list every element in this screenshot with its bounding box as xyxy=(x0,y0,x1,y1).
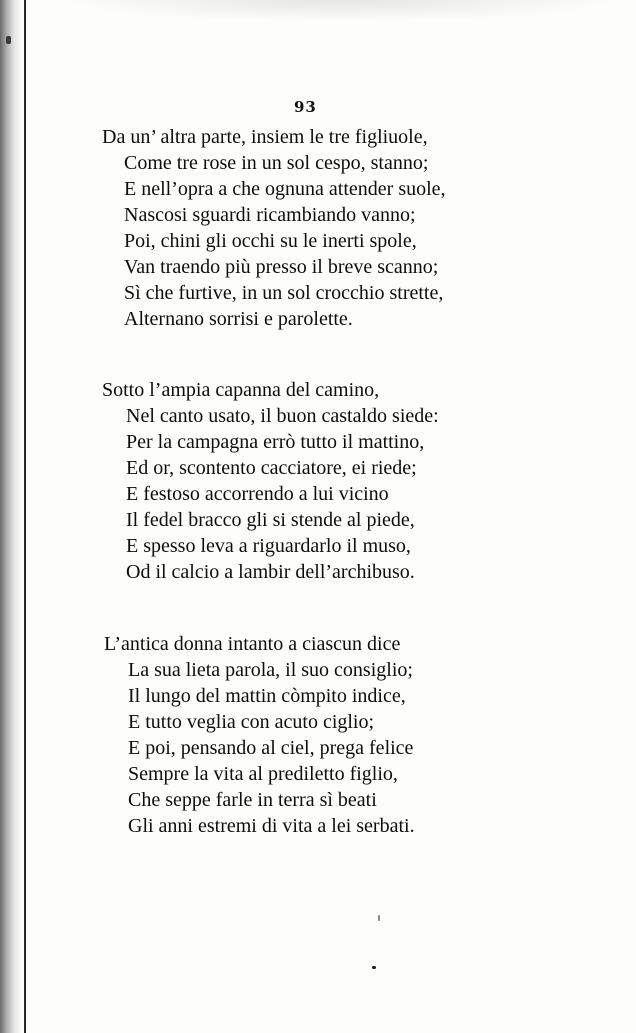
stanza-2-line-8: Od il calcio a lambir dell’archibuso. xyxy=(126,561,415,583)
stanza-1-line-4: Nascosi sguardi ricambiando vanno; xyxy=(124,204,416,226)
stanza-3-line-5: E poi, pensando al ciel, prega felice xyxy=(128,737,414,759)
top-smudge xyxy=(60,0,620,22)
stanza-2-line-3: Per la campagna errò tutto il mattino, xyxy=(126,431,425,453)
stanza-3-line-7: Che seppe farle in terra sì beati xyxy=(128,789,377,811)
stanza-1-line-7: Sì che furtive, in un sol crocchio strette, xyxy=(124,282,444,304)
stanza-2-line-7: E spesso leva a riguardarlo il muso, xyxy=(126,535,411,557)
stanza-2-line-6: Il fedel bracco gli si stende al piede, xyxy=(126,509,415,531)
stanza-1-line-3: E nell’opra a che ognuna attender suole, xyxy=(124,178,446,200)
binding-edge xyxy=(0,0,22,1033)
stanza-3-line-4: E tutto veglia con acuto ciglio; xyxy=(128,711,375,733)
stanza-1-line-5: Poi, chini gli occhi su le inerti spole, xyxy=(124,230,417,252)
stanza-3-line-1: L’antica donna intanto a ciascun dice xyxy=(104,633,401,655)
stanza-3-line-3: Il lungo del mattin còmpito indice, xyxy=(128,685,406,707)
stanza-1-line-1: Da un’ altra parte, insiem le tre figliuole, xyxy=(102,126,428,148)
stanza-2-line-4: Ed or, scontento cacciatore, ei riede; xyxy=(126,457,417,479)
stanza-2-line-5: E festoso accorrendo a lui vicino xyxy=(126,483,389,505)
ink-speck xyxy=(378,915,380,921)
page-number: 93 xyxy=(294,98,317,116)
stanza-1-line-8: Alternano sorrisi e parolette. xyxy=(124,308,353,330)
stanza-3-line-8: Gli anni estremi di vita a lei serbati. xyxy=(128,815,415,837)
stanza-1-line-2: Come tre rose in un sol cespo, stanno; xyxy=(124,152,429,174)
stanza-2-line-2: Nel canto usato, il buon castaldo siede: xyxy=(126,405,439,427)
spine-mark xyxy=(6,36,11,44)
stanza-3-line-6: Sempre la vita al prediletto figlio, xyxy=(128,763,398,785)
stanza-3-line-2: La sua lieta parola, il suo consiglio; xyxy=(128,659,413,681)
spine-line xyxy=(24,0,26,1033)
stanza-2-line-1: Sotto l’ampia capanna del camino, xyxy=(102,379,380,401)
stanza-1-line-6: Van traendo più presso il breve scanno; xyxy=(124,256,439,278)
ink-speck xyxy=(372,966,376,969)
